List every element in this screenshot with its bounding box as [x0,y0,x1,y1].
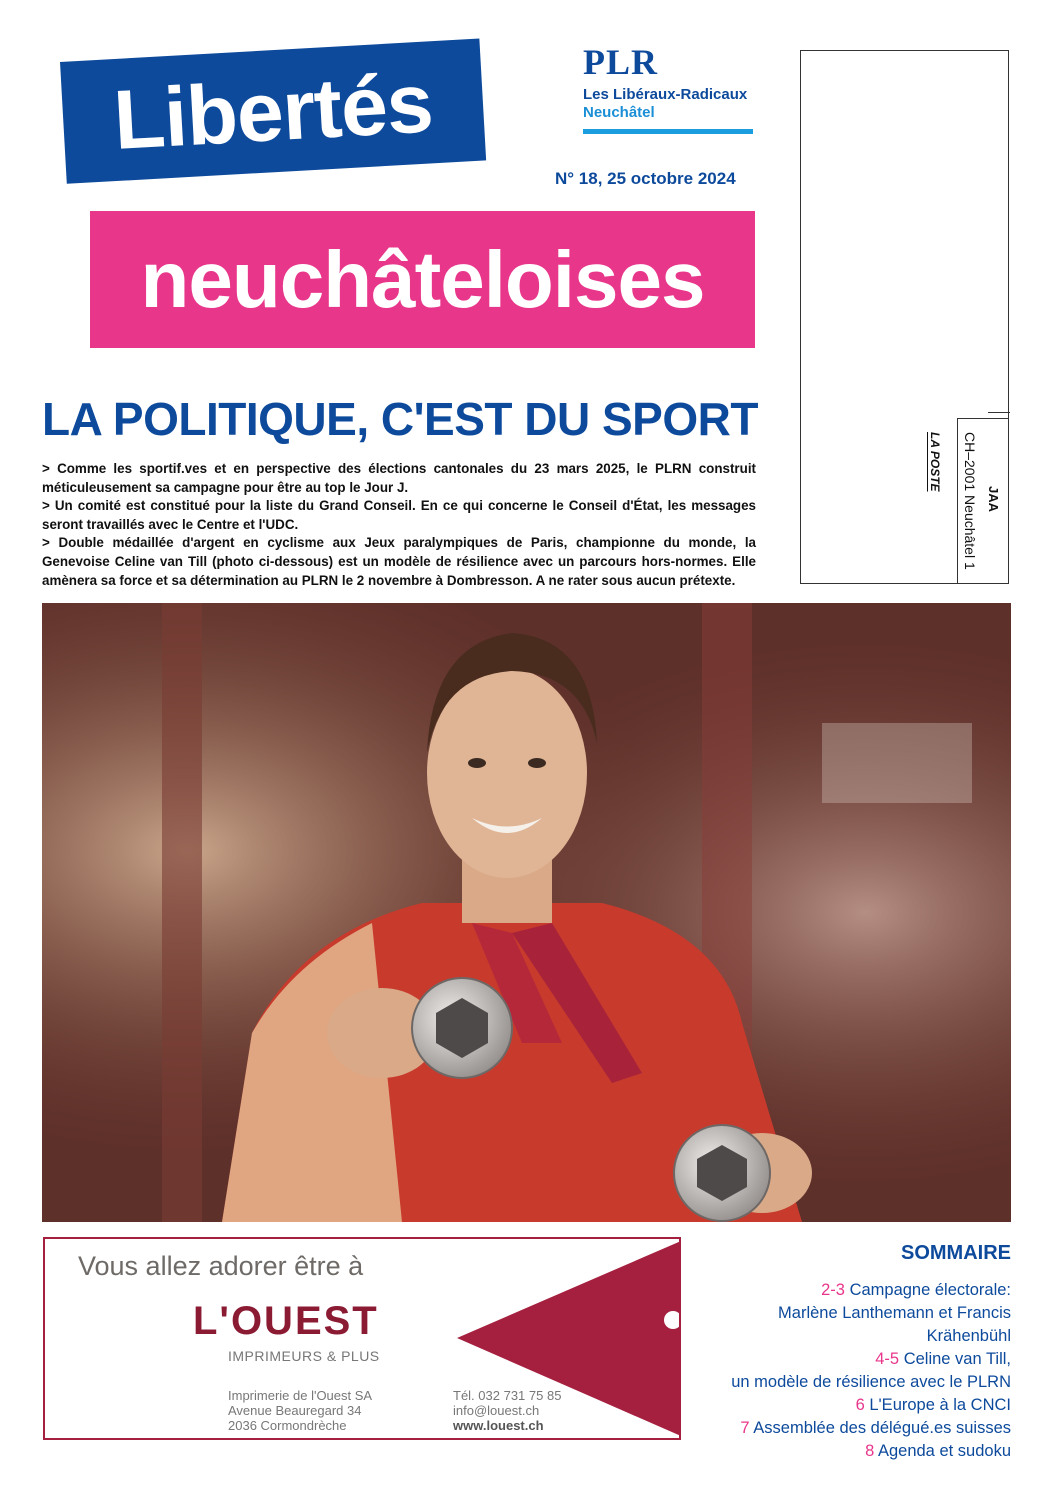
ad-address-line: 2036 Cormondrèche [228,1418,347,1433]
lead-paragraph: > Un comité est constitué pour la liste du Grand Conseil. En ce qui concerne le Conseil d'État, les messages seront travaillés avec le Centre et l'UDC. [42,498,756,532]
toc-item[interactable] [690,1302,1011,1348]
toc-item[interactable] [690,1279,1011,1302]
ad-address [228,1388,372,1433]
plr-acronym: PLR [583,42,658,82]
table-of-contents [690,1242,1011,1463]
toc-pages: 6 [855,1396,865,1414]
toc-text: Agenda et sudoku [877,1442,1011,1460]
toc-pages: 2-3 [821,1281,845,1299]
toc-item[interactable] [690,1348,1011,1371]
postal-code: CH–2001 Neuchâtel 1 [962,432,978,570]
toc-text: un modèle de résilience avec le PLRN [731,1373,1011,1391]
plr-logo [583,44,755,134]
headline: LA POLITIQUE, C'EST DU SPORT [42,393,758,445]
cover-photo [42,603,1011,1222]
toc-text: Assemblée des délégué.es suisses [753,1419,1011,1437]
ad-website[interactable]: www.louest.ch [453,1418,544,1433]
louest-logo: L'OUEST [193,1299,379,1343]
athlete-photo-illustration [42,603,1011,1222]
toc-item[interactable] [690,1440,1011,1463]
advertisement-louest[interactable] [43,1237,681,1440]
toc-text: Celine van Till, [903,1350,1011,1368]
title-line2: neuchâteloises [140,234,705,324]
plr-line1: Les Libéraux-Radicaux [583,86,748,103]
toc-pages: 7 [740,1419,750,1437]
lead-paragraph: > Double médaillée d'argent en cyclisme aux Jeux paralympiques de Paris, championne du monde, la Genevoise Celine van Till (photo ci-dessous) est un modèle de résilience avec un parcours hors-normes. Elle amènera sa force et sa détermination au PLRN le 2 novembre à Dombresson. A ne rater sous aucun prétexte. [42,535,756,588]
toc-item[interactable] [690,1417,1011,1440]
ad-arrow-shape [445,1239,681,1438]
toc-item[interactable] [690,1371,1011,1394]
title-banner-blue [60,39,486,184]
ad-tagline: Vous allez adorer être à [78,1251,364,1281]
ad-email[interactable]: info@louest.ch [453,1403,540,1418]
issue-number: N° 18, 25 octobre 2024 [555,169,736,188]
sommaire-title: SOMMAIRE [901,1242,1011,1264]
lead-paragraph: > Comme les sportif.ves et en perspective des élections cantonales du 23 mars 2025, le PLRN construit méticuleusement sa campagne pour être au top le Jour J. [42,461,756,495]
plr-rule [583,129,753,134]
ad-phone: Tél. 032 731 75 85 [453,1388,562,1403]
toc-text: L'Europe à la CNCI [869,1396,1011,1414]
toc-pages: 8 [865,1442,875,1460]
title-banner-pink [90,211,755,348]
ad-address-line: Imprimerie de l'Ouest SA [228,1388,373,1403]
lead-text [42,460,756,590]
title-line1: Libertés [111,54,435,167]
la-poste-logo: LA POSTE [928,432,942,492]
postal-divider [988,412,1010,413]
toc-text: Campagne électorale: [849,1281,1011,1299]
ad-address-line: Avenue Beauregard 34 [228,1403,362,1418]
jaa-label: JAA [986,486,1001,513]
toc-text: Marlène Lanthemann et Francis Krähenbühl [778,1304,1011,1345]
louest-subtitle: IMPRIMEURS & PLUS [228,1348,380,1364]
plr-line2: Neuchâtel [583,104,655,121]
toc-pages: 4-5 [875,1350,900,1368]
toc-item[interactable] [690,1394,1011,1417]
